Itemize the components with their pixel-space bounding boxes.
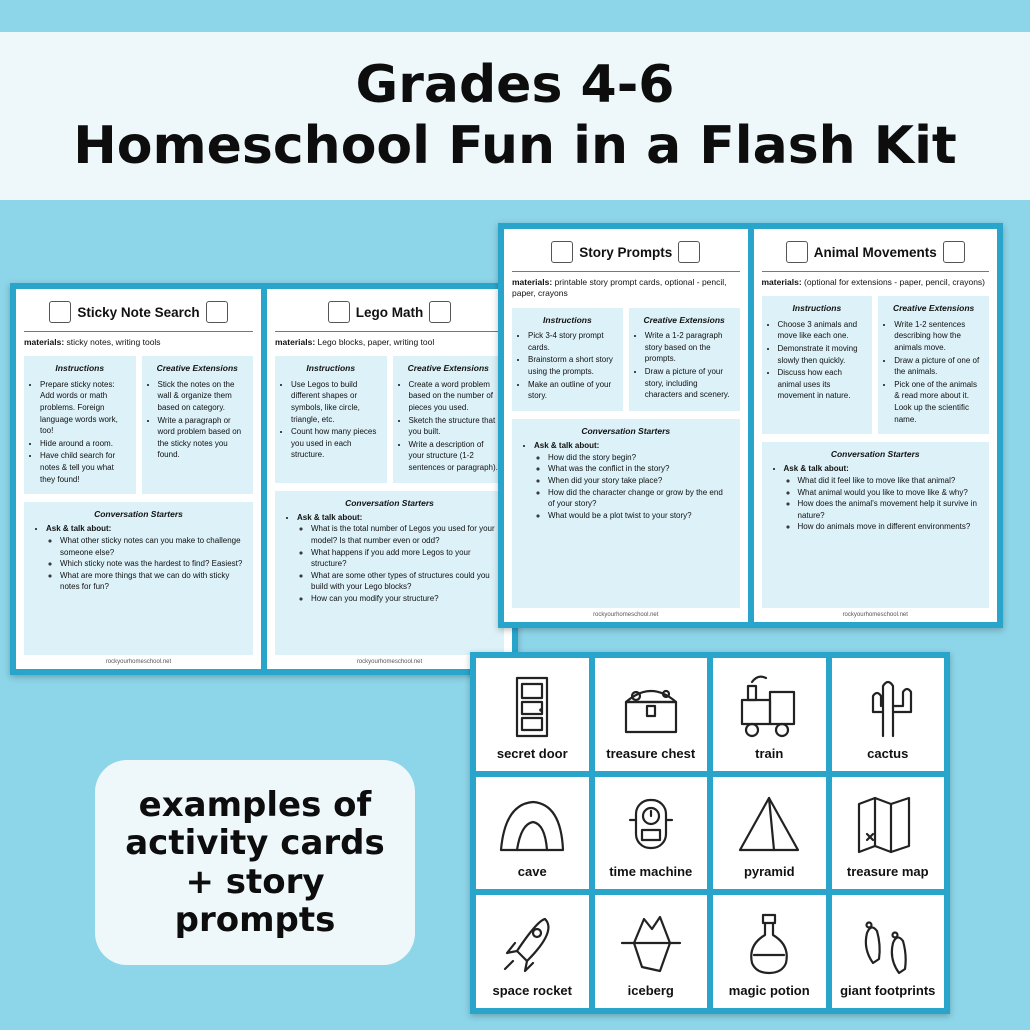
card-header-icon — [786, 241, 808, 263]
activity-card-sticky-note-search — [16, 289, 261, 669]
card-header-icon — [429, 301, 451, 323]
instruction-item: • Count how many pieces you used in each structure. — [291, 426, 381, 461]
card-header-icon — [551, 241, 573, 263]
card-title: Sticky Note Search — [77, 304, 200, 320]
ask-label — [534, 440, 732, 521]
extension-item: • Write 1-2 sentences describing how the animals move. — [894, 319, 983, 354]
prompt-label: cave — [517, 864, 547, 880]
prompt-card-giant-footprints — [832, 895, 945, 1008]
extension-item: • Sketch the structure that you built. — [409, 415, 499, 438]
prompt-label: giant footprints — [840, 982, 936, 998]
card-header-icon — [206, 301, 228, 323]
instruction-item: • Demonstrate it moving slowly then quickly. — [778, 343, 867, 366]
map-icon — [853, 790, 923, 860]
conversation-panel — [762, 442, 990, 608]
pyramid-icon — [734, 790, 804, 860]
cactus-icon — [853, 672, 923, 742]
title-line-1: Grades 4-6 — [355, 54, 675, 115]
question-item: ◦ How did the character change or grow by the end of your story? — [548, 487, 732, 510]
treasure-chest-icon — [616, 672, 686, 742]
train-icon — [734, 672, 804, 742]
question-item: ◦ What was the conflict in the story? — [548, 463, 732, 475]
ask-label — [297, 512, 496, 605]
prompt-card-secret-door — [476, 658, 589, 771]
conversation-heading: Conversation Starters — [581, 425, 671, 436]
materials-label: materials: — [761, 277, 802, 287]
prompt-label: space rocket — [492, 982, 572, 998]
question-item: ◦ What animal would you like to move like & why? — [798, 487, 982, 499]
conversation-heading: Conversation Starters — [345, 497, 434, 508]
question-item: ◦ What are more things that we can do with sticky notes for fun? — [60, 570, 245, 593]
instructions-heading: Instructions — [543, 314, 592, 325]
potion-icon — [734, 909, 804, 979]
materials-line — [762, 277, 990, 288]
card-header — [24, 297, 253, 327]
prompt-card-treasure-map — [832, 777, 945, 890]
card-header-icon — [49, 301, 71, 323]
prompt-label: treasure map — [846, 864, 929, 880]
prompt-card-pyramid — [713, 777, 826, 890]
materials-line — [512, 277, 740, 300]
prompt-card-magic-potion — [713, 895, 826, 1008]
divider — [512, 271, 740, 272]
extension-item: • Draw a picture of your story, including characters and scenery. — [645, 366, 734, 401]
materials-text: Lego blocks, paper, writing tool — [317, 337, 435, 347]
prompt-card-cactus — [832, 658, 945, 771]
divider — [762, 271, 990, 272]
conversation-heading: Conversation Starters — [830, 449, 920, 460]
extensions-heading: Creative Extensions — [156, 363, 238, 374]
card-footer-url: rockyourhomeschool.net — [842, 612, 908, 618]
extensions-panel — [878, 296, 989, 434]
prompt-card-cave — [476, 777, 589, 890]
card-title: Lego Math — [355, 304, 424, 320]
activity-sheet-right — [498, 223, 1003, 628]
extension-item: • Write a 1-2 paragraph story based on the prompts. — [645, 330, 734, 365]
prompt-label: iceberg — [627, 982, 674, 998]
badge-line-3: + story — [185, 861, 325, 902]
card-header-icon — [328, 301, 350, 323]
question-item: ◦ What did it feel like to move like that animal? — [798, 475, 982, 487]
conversation-panel — [275, 491, 504, 655]
instruction-item: • Pick 3-4 story prompt cards. — [528, 330, 617, 353]
instructions-panel — [275, 356, 387, 482]
extensions-panel — [142, 356, 254, 494]
extensions-heading: Creative Extensions — [643, 314, 725, 325]
materials-text: sticky notes, writing tools — [66, 337, 161, 347]
question-item: ◦ What are some other types of structures could you build with your Lego blocks? — [311, 570, 496, 593]
iceberg-icon — [616, 909, 686, 979]
extensions-panel — [629, 308, 740, 411]
extension-item: • Create a word problem based on the number of pieces you used. — [409, 379, 499, 414]
prompt-label: time machine — [609, 864, 693, 880]
activity-sheet-left — [10, 283, 518, 675]
prompt-label: cactus — [867, 745, 909, 761]
extension-item: • Draw a picture of one of the animals. — [894, 355, 983, 378]
extension-item: • Pick one of the animals & read more about it. Look up the scientific name. — [894, 379, 983, 425]
card-header-icon — [678, 241, 700, 263]
card-header — [275, 297, 504, 327]
prompt-card-train — [713, 658, 826, 771]
question-item: ◦ How does the animal's movement help it survive in nature? — [798, 498, 982, 521]
card-footer-url: rockyourhomeschool.net — [356, 659, 423, 665]
instruction-item: • Choose 3 animals and move like each one. — [778, 319, 867, 342]
instruction-item: • Have child search for notes & tell you what they found! — [40, 450, 130, 485]
materials-label: materials: — [512, 277, 553, 287]
question-item: ◦ What other sticky notes can you make to challenge someone else? — [60, 535, 245, 558]
ask-text: Ask & talk about: — [783, 464, 849, 474]
instructions-panel — [512, 308, 623, 411]
question-item: ◦ What is the total number of Legos you used for your model? Is that number even or odd? — [311, 523, 496, 546]
prompt-label: secret door — [496, 745, 568, 761]
question-item: ◦ When did your story take place? — [548, 475, 732, 487]
title-banner — [0, 32, 1030, 200]
materials-line — [275, 337, 504, 348]
card-header — [512, 237, 740, 267]
activity-card-lego-math — [267, 289, 512, 669]
materials-text: (optional for extensions - paper, pencil, crayons) — [804, 277, 986, 287]
materials-line — [24, 337, 253, 348]
ask-text: Ask & talk about: — [534, 441, 600, 451]
ask-label — [784, 463, 982, 533]
question-item: ◦ How did the story begin? — [548, 452, 732, 464]
extension-item: • Stick the notes on the wall & organize them based on category. — [158, 379, 248, 414]
card-footer-url: rockyourhomeschool.net — [105, 659, 172, 665]
examples-badge — [95, 760, 415, 965]
question-item: ◦ How do animals move in different environments? — [798, 521, 982, 533]
prompt-card-treasure-chest — [595, 658, 708, 771]
card-header — [762, 237, 990, 267]
question-item: ◦ What happens if you add more Legos to your structure? — [311, 547, 496, 570]
prompt-label: pyramid — [743, 864, 795, 880]
instruction-item: • Brainstorm a short story using the prompts. — [528, 354, 617, 377]
ask-text: Ask & talk about: — [297, 512, 363, 522]
badge-line-1: examples of — [138, 785, 372, 826]
prompt-card-time-machine — [595, 777, 708, 890]
materials-text: printable story prompt cards, optional - pencil, paper, crayons — [512, 277, 727, 299]
extensions-heading: Creative Extensions — [892, 303, 975, 314]
question-item: ◦ What would be a plot twist to your story? — [548, 510, 732, 522]
instruction-item: • Prepare sticky notes: Add words or math problems. Foreign language words work, too! — [40, 379, 130, 437]
activity-card-story-prompts — [504, 229, 748, 622]
card-title: Animal Movements — [813, 244, 937, 260]
materials-label: materials: — [24, 337, 65, 347]
prompt-label: treasure chest — [606, 745, 696, 761]
instruction-item: • Make an outline of your story. — [528, 379, 617, 402]
divider — [275, 331, 504, 332]
extensions-panel — [393, 356, 505, 482]
title-line-2: Homeschool Fun in a Flash Kit — [73, 116, 957, 176]
card-footer-url: rockyourhomeschool.net — [593, 612, 659, 618]
conversation-heading: Conversation Starters — [94, 509, 183, 520]
badge-line-2: activity cards — [125, 823, 385, 864]
instructions-heading: Instructions — [55, 363, 105, 374]
extension-item: • Write a paragraph or word problem based on the sticky notes you found. — [158, 415, 248, 461]
card-header-icon — [943, 241, 965, 263]
prompt-card-iceberg — [595, 895, 708, 1008]
instructions-heading: Instructions — [306, 363, 356, 374]
story-prompt-grid — [470, 652, 950, 1014]
extensions-heading: Creative Extensions — [407, 363, 489, 374]
extension-item: • Write a description of your structure (1-2 sentences or paragraph). — [409, 439, 499, 474]
footprints-icon — [853, 909, 923, 979]
question-item: ◦ How can you modify your structure? — [311, 593, 496, 605]
divider — [24, 331, 253, 332]
instructions-panel — [762, 296, 873, 434]
question-item: ◦ Which sticky note was the hardest to find? Easiest? — [60, 558, 245, 570]
instruction-item: • Use Legos to build different shapes or symbols, like circle, triangle, etc. — [291, 379, 381, 425]
door-icon — [497, 672, 567, 742]
prompt-card-space-rocket — [476, 895, 589, 1008]
time-machine-icon — [616, 790, 686, 860]
card-title: Story Prompts — [579, 244, 673, 260]
ask-text: Ask & talk about: — [46, 524, 112, 534]
conversation-panel — [24, 502, 253, 655]
instruction-item: • Hide around a room. — [40, 438, 130, 450]
activity-card-animal-movements — [754, 229, 998, 622]
conversation-panel — [512, 419, 740, 608]
materials-label: materials: — [275, 337, 316, 347]
instructions-panel — [24, 356, 136, 494]
cave-icon — [497, 790, 567, 860]
instruction-item: • Discuss how each animal uses its movement in nature. — [778, 367, 867, 402]
prompt-label: train — [755, 745, 784, 761]
prompt-label: magic potion — [728, 982, 810, 998]
rocket-icon — [497, 909, 567, 979]
ask-label — [46, 523, 245, 593]
instructions-heading: Instructions — [792, 303, 842, 314]
badge-line-4: prompts — [174, 899, 336, 940]
